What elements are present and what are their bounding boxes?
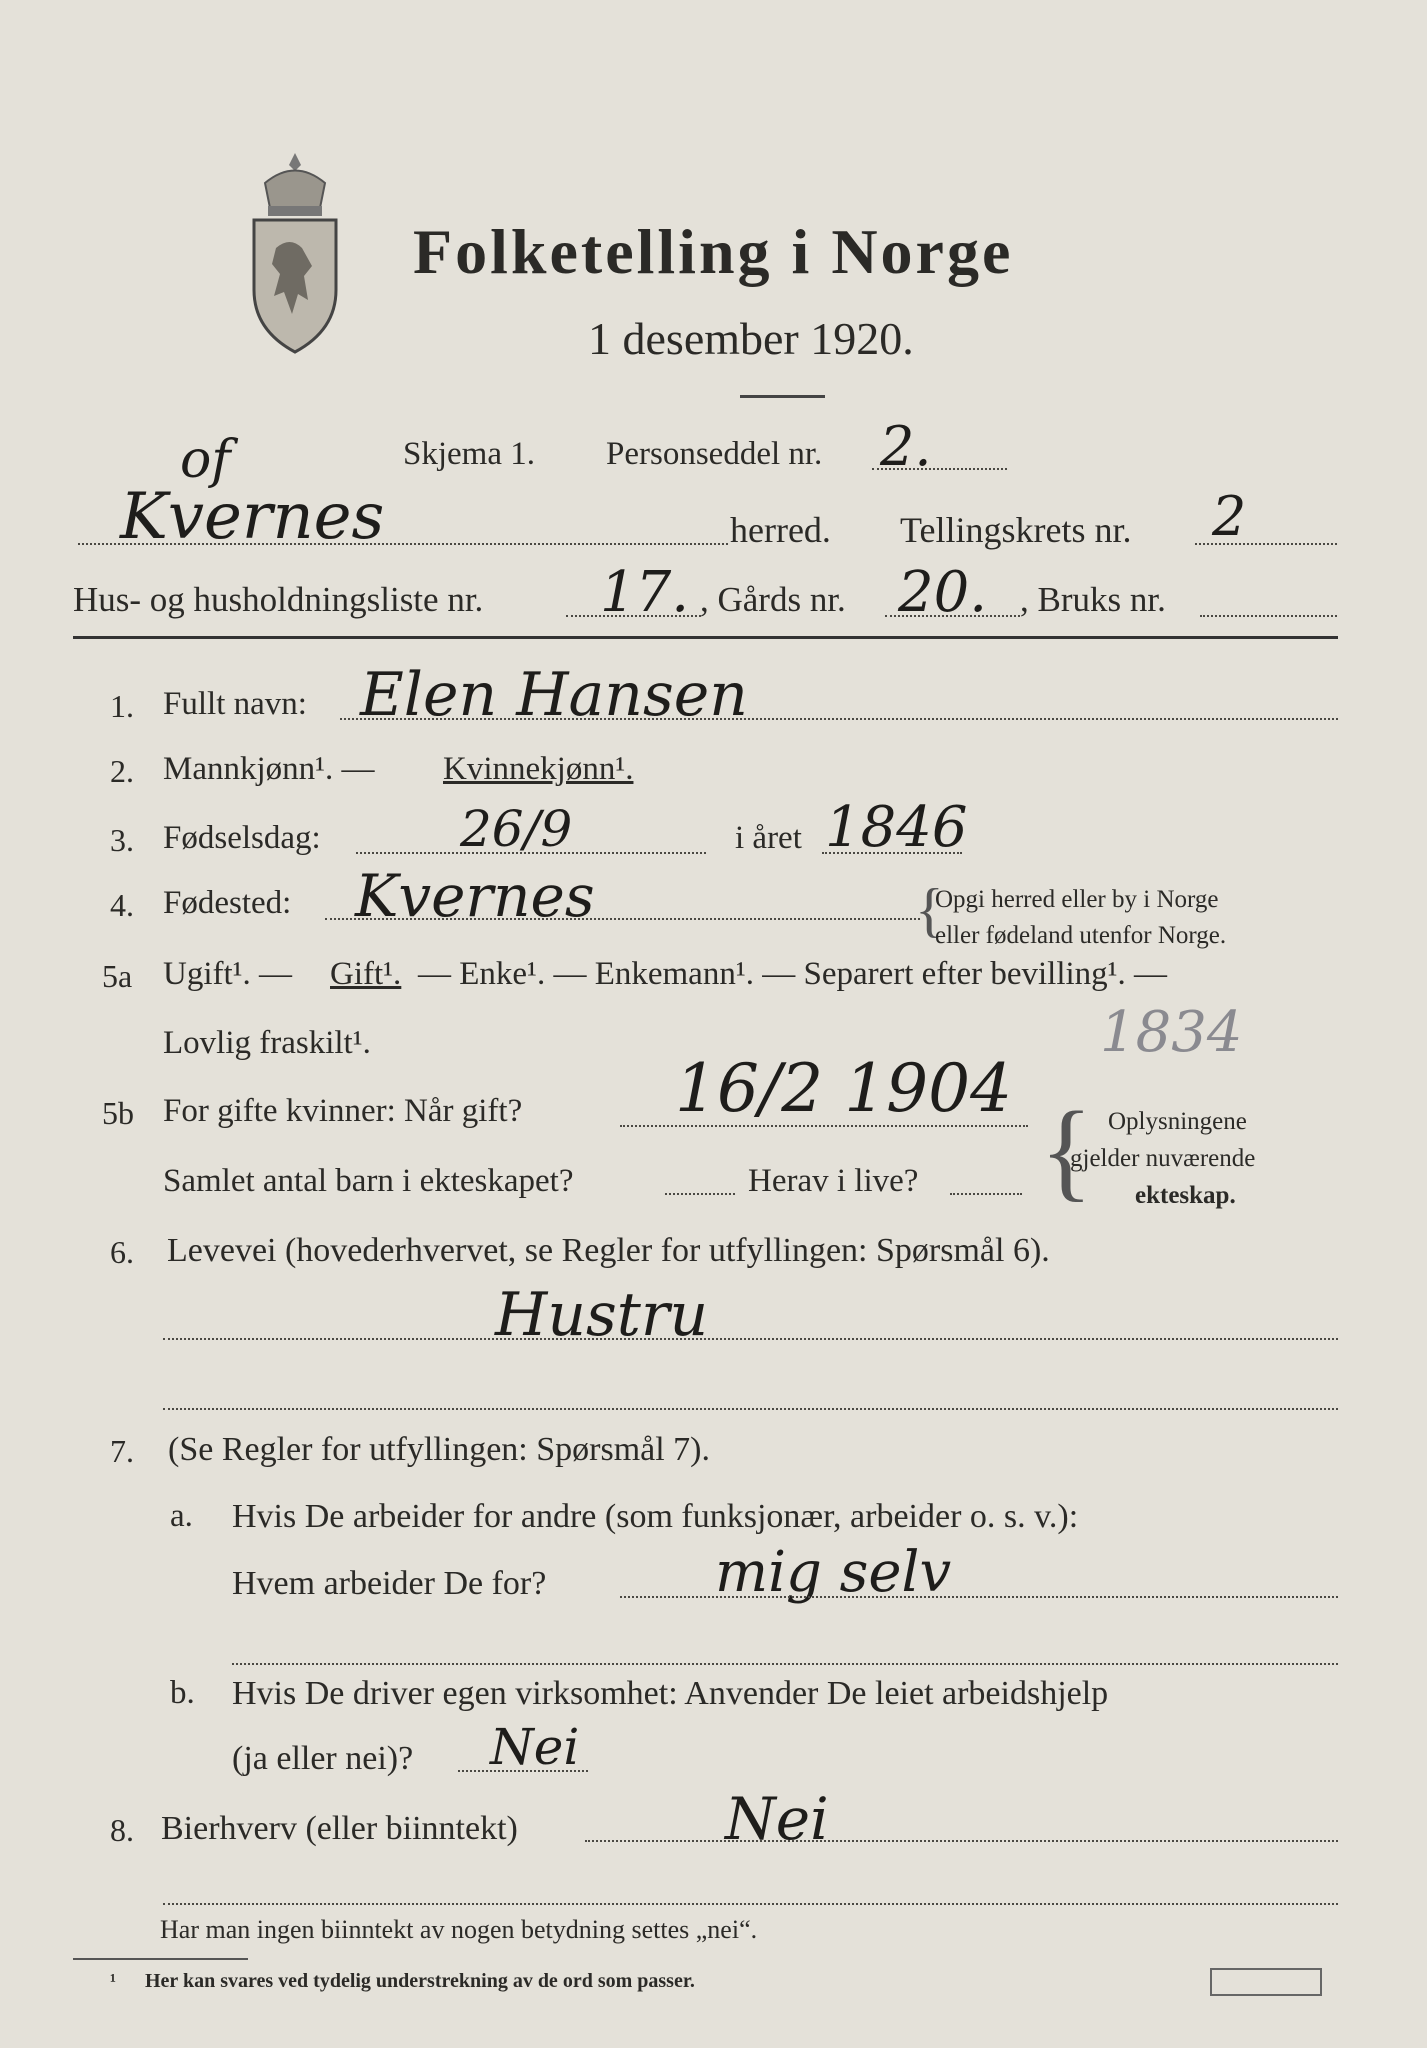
q7-number: 7.	[110, 1433, 134, 1469]
q4-line	[325, 918, 920, 920]
q3-number: 3.	[110, 822, 134, 858]
q3-year-line	[822, 852, 962, 854]
q4-number: 4.	[110, 887, 134, 923]
form-date: 1 desember 1920.	[588, 313, 914, 364]
q2-male: Mannkjønn¹. —	[163, 751, 375, 787]
q5b-label: For gifte kvinner: Når gift?	[163, 1093, 523, 1129]
herred-line	[78, 543, 728, 545]
q5a-gift: Gift¹.	[330, 956, 402, 992]
q7a-value[interactable]: mig selv	[715, 1540, 952, 1605]
q7a-text: Hvis De arbeider for andre (som funksjonær, arbeider o. s. v.):	[232, 1498, 1079, 1535]
q7-label: (Se Regler for utfyllingen: Spørsmål 7).	[168, 1431, 711, 1468]
q3-line	[356, 852, 706, 854]
q6-value[interactable]: Hustru	[495, 1280, 709, 1350]
q7a-question: Hvem arbeider De for?	[232, 1565, 547, 1602]
q5a-annotation: 1834	[1100, 1000, 1243, 1065]
q5b-children-label: Samlet antal barn i ekteskapet?	[163, 1163, 574, 1199]
q7b-line	[458, 1770, 588, 1772]
q3-year-value[interactable]: 1846	[825, 795, 968, 860]
q5b-line	[620, 1125, 1028, 1127]
footnote-mark: ¹	[110, 1970, 116, 1992]
q7a-line-1	[620, 1596, 1338, 1598]
margin-mark: of	[180, 430, 231, 490]
hus-line	[566, 615, 701, 617]
q8-label: Bierhverv (eller biinntekt)	[161, 1810, 518, 1847]
q6-line-1	[163, 1338, 1338, 1340]
herred-value[interactable]: Kvernes	[120, 480, 385, 554]
q5b-alive-line	[950, 1193, 1022, 1195]
q6-label: Levevei (hovederhvervet, se Regler for utfyllingen: Spørsmål 6).	[167, 1232, 1050, 1269]
q3-year-label: i året	[735, 820, 802, 856]
q4-label: Fødested:	[163, 885, 292, 921]
q1-value[interactable]: Elen Hansen	[360, 660, 748, 730]
tellingskrets-line	[1195, 543, 1337, 545]
q8-number: 8.	[110, 1812, 134, 1848]
bruks-label: , Bruks nr.	[1020, 580, 1166, 619]
q7b-question: (ja eller nei)?	[232, 1740, 414, 1777]
coat-of-arms-icon	[240, 148, 350, 358]
q5b-alive-label: Herav i live?	[748, 1163, 919, 1199]
q7b-value[interactable]: Nei	[490, 1718, 580, 1776]
footnote-text: Her kan svares ved tydelig understrekning av de ord som passer.	[145, 1970, 695, 1992]
q6-line-2	[163, 1408, 1338, 1410]
herred-label: herred.	[730, 510, 831, 550]
q1-line	[340, 718, 1338, 720]
header-rule	[73, 636, 1338, 639]
personseddel-line	[872, 468, 1007, 470]
q3-value[interactable]: 26/9	[460, 800, 573, 858]
q4-brace: {	[915, 877, 944, 943]
footer-note: Har man ingen biinntekt av nogen betydning settes „nei“.	[160, 1915, 758, 1944]
form-title: Folketelling i Norge	[413, 216, 1014, 287]
q2-number: 2.	[110, 753, 134, 789]
personseddel-label: Personseddel nr.	[606, 436, 823, 472]
gards-label: , Gårds nr.	[700, 580, 846, 619]
footnote-rule	[73, 1958, 248, 1960]
q1-label: Fullt navn:	[163, 686, 307, 722]
tellingskrets-value[interactable]: 2	[1212, 485, 1247, 548]
bruks-line	[1200, 615, 1337, 617]
q8-value[interactable]: Nei	[725, 1785, 829, 1853]
printer-stamp	[1210, 1968, 1322, 1996]
q6-number: 6.	[110, 1234, 134, 1270]
q8-line-2	[163, 1903, 1338, 1905]
schema-label: Skjema 1.	[403, 436, 535, 472]
q5b-value[interactable]: 16/2 1904	[675, 1050, 1013, 1127]
title-divider	[740, 395, 825, 398]
q5a-number: 5a	[102, 958, 133, 994]
q5b-number: 5b	[102, 1095, 134, 1131]
gards-line	[885, 615, 1020, 617]
q5a-fraskilt: Lovlig fraskilt¹.	[163, 1025, 371, 1061]
q3-label: Fødselsdag:	[163, 820, 321, 856]
tellingskrets-label: Tellingskrets nr.	[900, 510, 1132, 550]
q7b-letter: b.	[170, 1675, 195, 1711]
q7b-text: Hvis De driver egen virksomhet: Anvender De leiet arbeidshjelp	[232, 1675, 1109, 1712]
q5b-note-2: gjelder nuværende	[1070, 1145, 1256, 1172]
q4-value[interactable]: Kvernes	[355, 862, 595, 930]
hus-label: Hus- og husholdningsliste nr.	[73, 580, 484, 619]
personseddel-value[interactable]: 2.	[880, 415, 932, 478]
gards-value[interactable]: 20.	[898, 560, 988, 625]
q7a-line-2	[232, 1663, 1338, 1665]
q4-note-1: Opgi herred eller by i Norge	[935, 886, 1219, 913]
q8-line-1	[585, 1840, 1338, 1842]
q7a-letter: a.	[170, 1498, 193, 1534]
q5a-ugift: Ugift¹. —	[163, 956, 293, 992]
q5b-children-line	[665, 1193, 735, 1195]
hus-value[interactable]: 17.	[600, 560, 690, 625]
q1-number: 1.	[110, 688, 134, 724]
q2-female: Kvinnekjønn¹.	[443, 751, 634, 787]
q5b-brace: {	[1040, 1089, 1093, 1211]
q5b-note-1: Oplysningene	[1108, 1108, 1247, 1135]
q4-note-2: eller fødeland utenfor Norge.	[935, 922, 1227, 949]
q5a-rest: — Enke¹. — Enkemann¹. — Separert efter bevilling¹. —	[418, 956, 1168, 992]
q5b-note-3: ekteskap.	[1135, 1182, 1236, 1209]
